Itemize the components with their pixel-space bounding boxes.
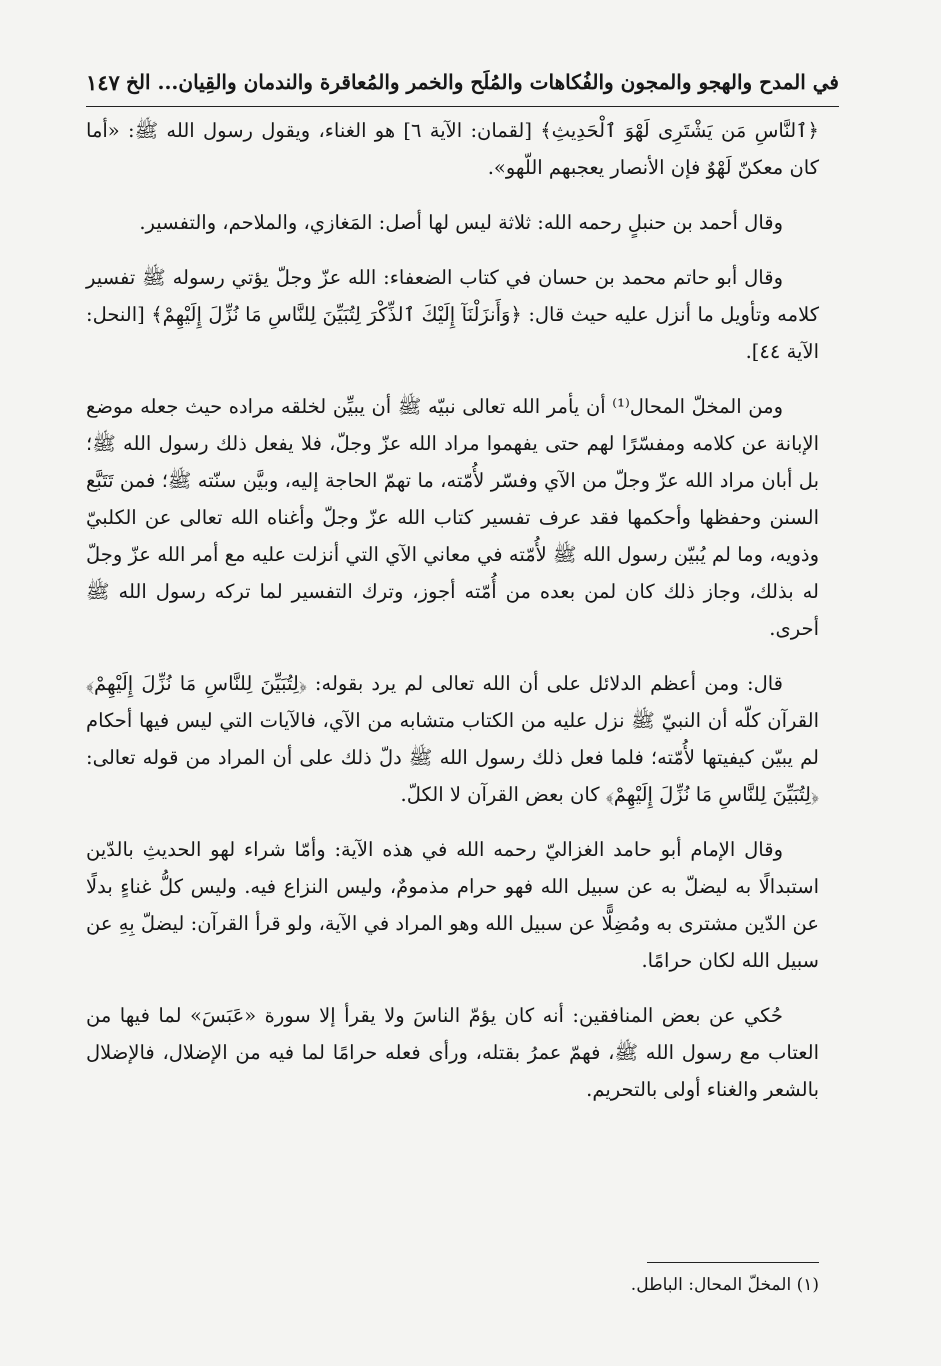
- paragraph-3: وقال أبو حاتم محمد بن حسان في كتاب الضعفاء: الله عزّ وجلّ يؤتي رسوله ﷺ تفسير كلامه وتأويل ما أنزل عليه حيث قال: ﴿وَأَنزَلْنَآ إِلَيْكَ ٱلذِّكْرَ لِتُبَيِّنَ لِلنَّاسِ مَا نُزِّلَ إِلَيْهِمْ﴾ [النحل: الآية ٤٤].: [86, 266, 819, 363]
- paragraph-2: وقال أحمد بن حنبلٍ رحمه الله: ثلاثة ليس لها أصل: المَغازي، والملاحم، والتفسير.: [139, 211, 783, 234]
- paragraph-6: وقال الإمام أبو حامد الغزاليّ رحمه الله في هذه الآية: وأمّا شراء لهو الحديثِ بالدّين استبدالًا به ليضلّ به عن سبيل الله فهو حرام مذمومٌ، وليس النزاع فيه. وليس كلُّ غناءٍ بدلًا عن الدّين مشترى به ومُضِلًّا عن سبيل الله وهو المراد في الآية، ولو قرأ القرآن: ليضلّ بِهِ عن سبيل الله لكان حرامًا.: [86, 838, 819, 972]
- footnote-divider: [647, 1262, 819, 1263]
- paragraph-4: ومن المخلّ المحال⁽¹⁾ أن يأمر الله تعالى نبيّه ﷺ أن يبيِّن لخلقه مراده حيث جعله موضع الإبانة عن كلامه ومفسّرًا لهم حتى يفهموا مراد الله عزّ وجلّ، فلا يفعل ذلك رسول الله ﷺ؛ بل أبان مراد الله عزّ وجلّ من الآي وفسّر لأُمّته، ما تهمّ الحاجة إليه، وبيَّن سنّته ﷺ؛ فمن تَتَبَّع السنن وحفظها وأحكمها فقد عرف تفسير كتاب الله عزّ وجلّ وأغناه الله تعالى عن الكلبيّ وذويه، وما لم يُبيّن رسول الله ﷺ لأُمّته في معاني الآي التي أنزلت عليه مع أمر الله عزّ وجلّ له بذلك، وجاز ذلك كان لمن بعده من أُمّته أجوز، وترك التفسير لما تركه رسول الله ﷺ أحرى.: [86, 395, 819, 640]
- footnote: (١) المخلّ المحال: الباطل.: [630, 1275, 819, 1295]
- paragraph-7: حُكي عن بعض المنافقين: أنه كان يؤمّ الناسَ ولا يقرأ إلا سورة «عَبَسَ» لما فيها من العتاب مع رسول الله ﷺ، فهمّ عمرُ بقتله، ورأى فعله حرامًا لما فيه من الإضلال، فالإضلال بالشعر والغناء أولى بالتحريم.: [86, 1004, 819, 1101]
- page-number: ١٤٧: [86, 70, 120, 95]
- page-header: [86, 66, 839, 107]
- paragraph-1: ﴿ٱلنَّاسِ مَن يَشْتَرِى لَهْوَ ٱلْحَدِيثِ﴾ [لقمان: الآية ٦] هو الغناء، ويقول رسول الله ﷺ: «أما كان معكنّ لَهْوٌ فإن الأنصار يعجبهم اللّهو».: [86, 119, 819, 179]
- paragraph-5: قال: ومن أعظم الدلائل على أن الله تعالى لم يرد بقوله: ﴿لِتُبَيِّنَ لِلنَّاسِ مَا نُزِّلَ إِلَيْهِمْ﴾ القرآن كلّه أن النبيّ ﷺ نزل عليه من الكتاب متشابه من الآي، فالآيات التي ليس فيها أحكام لم يبيّن كيفيتها لأُمّته؛ فلما فعل ذلك رسول الله ﷺ دلّ ذلك على أن المراد من قوله تعالى: ﴿لِتُبَيِّنَ لِلنَّاسِ مَا نُزِّلَ إِلَيْهِمْ﴾ كان بعض القرآن لا الكلّ.: [86, 672, 819, 806]
- body-text: [86, 112, 819, 1126]
- running-title: في المدح والهجو والمجون والفُكاهات والمُلَح والخمر والمُعاقرة والندمان والقِيان... الخ: [125, 70, 839, 94]
